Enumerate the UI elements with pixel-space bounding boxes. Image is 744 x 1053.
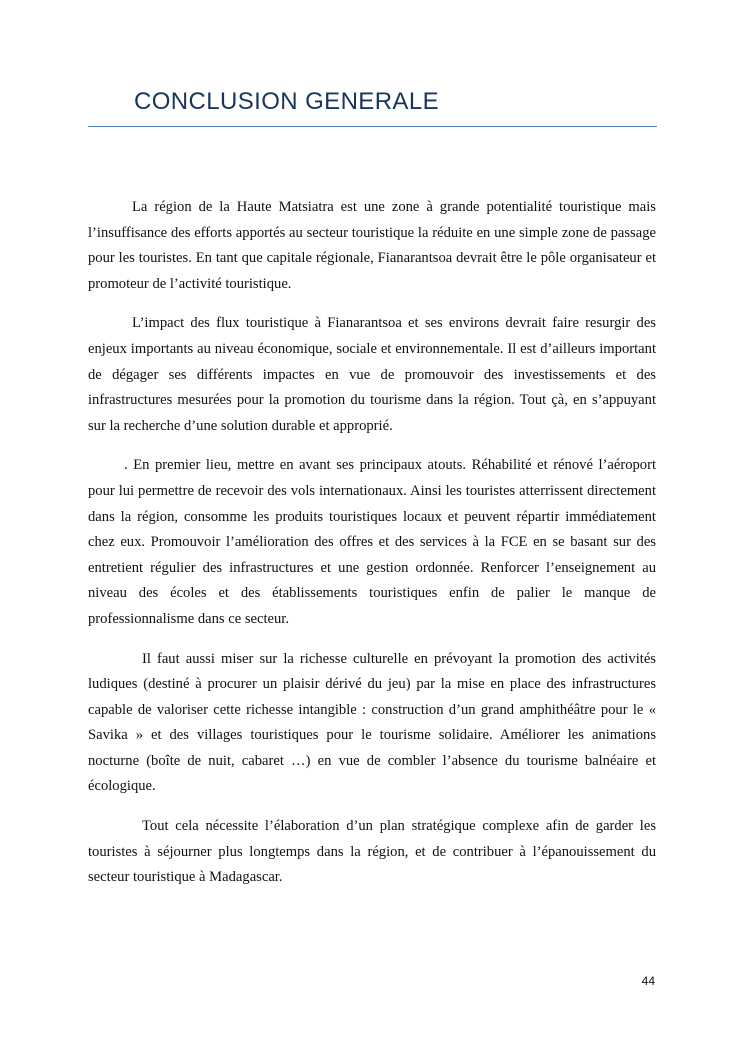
body-text [88,195,656,905]
page-number: 44 [641,974,655,988]
paragraph-1: La région de la Haute Matsiatra est une zone à grande potentialité touristique mais l’insuffisance des efforts apportés au secteur touristique la réduite en une simple zone de passage pour les touristes. En tant que capitale régionale, Fianarantsoa devrait être le pôle organisateur et promoteur de l’activité touristique. [88,199,656,292]
paragraph-4: Il faut aussi miser sur la richesse culturelle en prévoyant la promotion des activités ludiques (destiné à procurer un plaisir dérivé du jeu) par la mise en place des infrastructures capable de valoriser cette richesse intangible : construction d’un grand amphithéâtre pour le « Savika » et des villages touristiques pour le tourisme solidaire. Améliorer les animations nocturne (boîte de nuit, cabaret …) en vue de combler l’absence du tourisme balnéaire et écologique. [88,650,656,795]
paragraph-3: . En premier lieu, mettre en avant ses principaux atouts. Réhabilité et rénové l’aéroport pour lui permettre de recevoir des vols internationaux. Ainsi les touristes atterrissent directement dans la région, consomme les produits touristiques locaux et peuvent répartir immédiatement chez eux. Promouvoir l’amélioration des offres et des services à la FCE en se basant sur des entretient régulier des infrastructures et une gestion ordonnée. Renforcer l’enseignement au niveau des écoles et des établissements touristiques enfin de palier le manque de professionnalisme dans ce secteur. [88,457,656,627]
heading-underline [88,126,657,127]
paragraph-2: L’impact des flux touristique à Fianarantsoa et ses environs devrait faire resurgir des enjeux importants au niveau économique, sociale et environnementale. Il est d’ailleurs important de dégager ses différents impactes en vue de promouvoir des investissements et des infrastructures mesurées pour la promotion du tourisme dans la région. Tout çà, en s’appuyant sur la recherche d’une solution durable et approprié. [88,315,656,434]
page-title: CONCLUSION GENERALE [134,88,439,115]
paragraph-5: Tout cela nécessite l’élaboration d’un plan stratégique complexe afin de garder les touristes à séjourner plus longtemps dans la région, et de contribuer à l’épanouissement du secteur touristique à Madagascar. [88,818,656,886]
